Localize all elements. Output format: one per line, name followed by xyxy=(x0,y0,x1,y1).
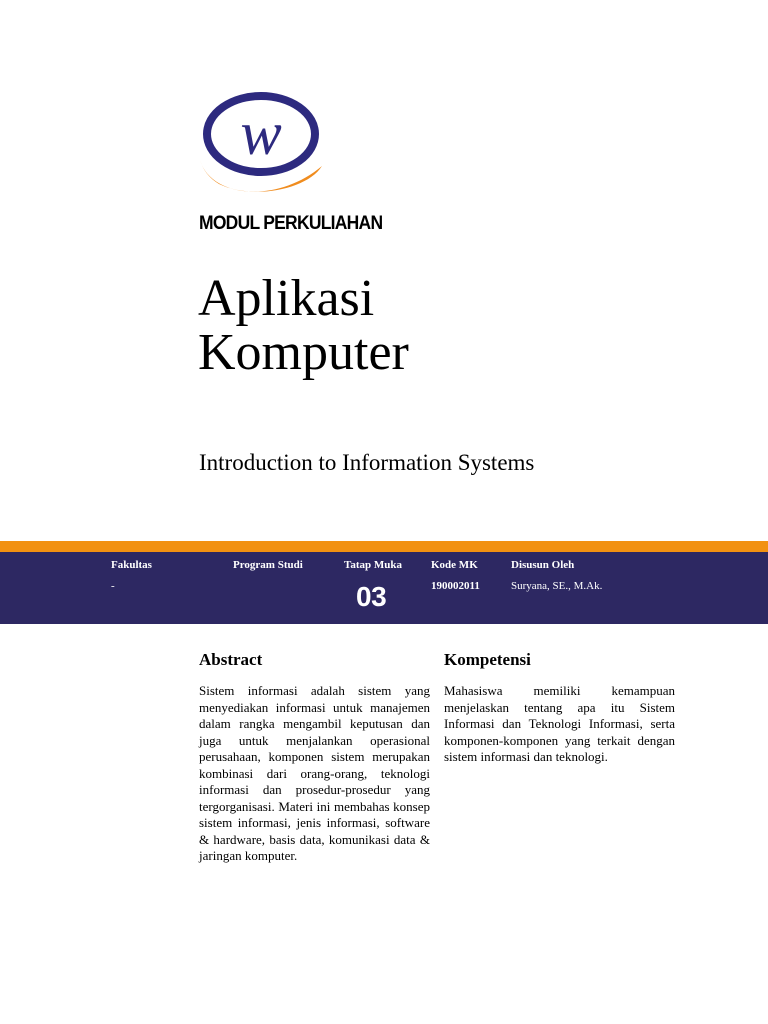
tatap-muka-value: 03 xyxy=(356,581,387,612)
disusun-oleh-label: Disusun Oleh xyxy=(511,559,575,571)
accent-bar xyxy=(0,541,768,552)
program-studi-label: Program Studi xyxy=(233,559,303,571)
disusun-oleh-value: Suryana, SE., M.Ak. xyxy=(511,580,603,592)
university-logo-icon xyxy=(197,88,329,206)
course-title-line-2: Komputer xyxy=(198,324,409,381)
kode-mk-value: 190002011 xyxy=(431,580,480,592)
course-subtitle: Introduction to Information Systems xyxy=(199,450,535,475)
module-label: MODUL PERKULIAHAN xyxy=(199,213,383,234)
course-info-band xyxy=(0,552,768,624)
abstract-text: Sistem informasi adalah sistem yang menyediakan informasi untuk manajemen dalam rangka mengambil keputusan dan juga untuk menjalankan operasional perusahaan, komponen sistem merupakan kombinasi dari orang-orang, teknologi informasi dan prosedur-prosedur yang tergorganisasi. Materi ini membahas konsep sistem informasi, jenis informasi, software & hardware, basis data, komunikasi data & jaringan komputer. xyxy=(199,683,430,863)
abstract-heading: Abstract xyxy=(199,650,263,669)
tatap-muka-label: Tatap Muka xyxy=(344,559,402,571)
kode-mk-label: Kode MK xyxy=(431,559,478,571)
course-title xyxy=(198,272,409,380)
kompetensi-heading: Kompetensi xyxy=(444,650,531,669)
fakultas-label: Fakultas xyxy=(111,559,152,571)
fakultas-value: - xyxy=(111,580,115,592)
svg-text:w: w xyxy=(240,100,282,168)
course-title-line-1: Aplikasi xyxy=(198,270,375,327)
kompetensi-text: Mahasiswa memiliki kemampuan menjelaskan tentang apa itu Sistem Informasi dan Teknologi Informasi, serta komponen-komponen yang terkait dengan sistem informasi dan teknologi. xyxy=(444,683,675,764)
